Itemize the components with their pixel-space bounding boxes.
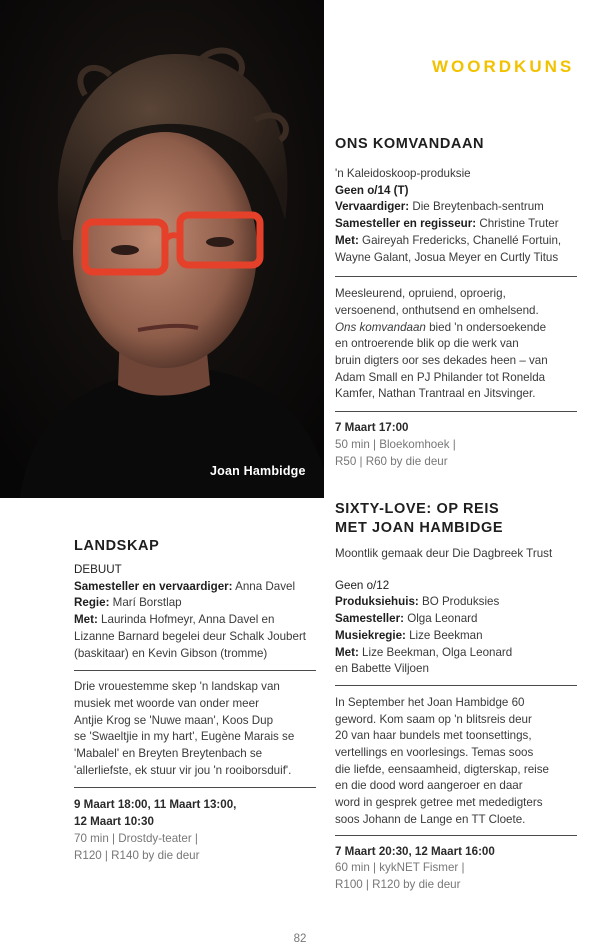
divider bbox=[335, 276, 577, 277]
credit-line: Samesteller: Olga Leonard bbox=[335, 612, 478, 626]
section-label: WOORDKUNS bbox=[432, 57, 575, 76]
credit-line: Vervaardiger: Die Breytenbach-sentrum bbox=[335, 200, 544, 214]
credit-line: Met: Gaireyah Fredericks, Chanellé Fortuin, bbox=[335, 233, 562, 247]
description-line: en die dood word aangeroer en daar bbox=[335, 779, 523, 793]
duration-venue: 70 min | Drostdy-teater | bbox=[74, 831, 198, 845]
description-line: Ons komvandaan bied 'n ondersoekende bbox=[335, 320, 547, 334]
divider bbox=[335, 411, 577, 412]
credit-line-cont: (baskitaar) en Kevin Gibson (tromme) bbox=[74, 646, 268, 660]
description-line: 20 van haar bundels met toonsettings, bbox=[335, 729, 532, 743]
description-line: bruin digters oor ses dekades heen – van bbox=[335, 354, 548, 368]
description-line: die liefde, eensaamheid, digterskap, reise bbox=[335, 762, 549, 776]
description-line: se 'Swaeltjie in my hart', Eugène Marais se bbox=[74, 730, 295, 744]
portrait-illustration bbox=[0, 0, 324, 498]
description-line: Adam Small en PJ Philander tot Ronelda bbox=[335, 370, 546, 384]
description-line: 'allerliefste, ek stuur vir jou 'n rooiborsduif'. bbox=[74, 763, 292, 777]
description-line: In September het Joan Hambidge 60 bbox=[335, 695, 525, 709]
producer-line: 'n Kaleidoskoop-produksie bbox=[335, 167, 471, 180]
description-line: Kamfer, Nathan Trantraal en Jitsvinger. bbox=[335, 387, 536, 401]
description-line: musiek met woorde van onder meer bbox=[74, 696, 259, 710]
credit-line: Met: Lize Beekman, Olga Leonard bbox=[335, 645, 513, 659]
duration-venue: 50 min | Bloekomhoek | bbox=[335, 437, 456, 451]
credit-line: Produksiehuis: BO Produksies bbox=[335, 595, 500, 609]
credit-line: Samesteller en vervaardiger: Anna Davel bbox=[74, 579, 296, 593]
duration-venue: 60 min | kykNET Fismer | bbox=[335, 861, 465, 875]
credit-line-cont: Wayne Galant, Josua Meyer en Curtly Titus bbox=[335, 250, 559, 264]
debut-tag: DEBUUT bbox=[74, 563, 122, 576]
sixty-love-title-cont: MET JOAN HAMBIDGE bbox=[335, 520, 504, 536]
ons-komvandaan-entry bbox=[335, 135, 577, 470]
description-line: versoenend, onthutsend en omhelsend. bbox=[335, 303, 539, 317]
show-date: 7 Maart 17:00 bbox=[335, 421, 409, 435]
divider bbox=[335, 685, 577, 686]
sponsor-line: Moontlik gemaak deur Die Dagbreek Trust bbox=[335, 547, 553, 560]
portrait-photo bbox=[0, 0, 324, 498]
sixty-love-title: SIXTY-LOVE: OP REIS bbox=[335, 501, 500, 517]
landskap-title: LANDSKAP bbox=[74, 538, 160, 554]
show-date: 7 Maart 20:30, 12 Maart 16:00 bbox=[335, 844, 495, 858]
credit-line: Musiekregie: Lize Beekman bbox=[335, 628, 483, 642]
credit-line: Samesteller en regisseur: Christine Truter bbox=[335, 217, 559, 231]
divider bbox=[74, 787, 316, 788]
credit-line: Regie: Marí Borstlap bbox=[74, 596, 182, 610]
photo-caption: Joan Hambidge bbox=[210, 464, 306, 478]
ticket-price: R100 | R120 by die deur bbox=[335, 877, 461, 891]
show-date-cont: 12 Maart 10:30 bbox=[74, 815, 154, 829]
credit-line-cont: en Babette Viljoen bbox=[335, 662, 429, 676]
ticket-price: R120 | R140 by die deur bbox=[74, 848, 200, 862]
description-line: soos Johann de Lange en TT Cloete. bbox=[335, 812, 526, 826]
divider bbox=[335, 835, 577, 836]
age-rating: Geen o/12 bbox=[335, 578, 390, 592]
description-line: en ontroerende blik op die werk van bbox=[335, 337, 519, 351]
sixty-love-entry bbox=[335, 500, 577, 894]
description-line: vertellings en voorlesings. Temas soos bbox=[335, 746, 534, 760]
ons-komvandaan-title: ONS KOMVANDAAN bbox=[335, 136, 485, 152]
credit-line: Met: Laurinda Hofmeyr, Anna Davel en bbox=[74, 613, 275, 627]
description-line: word in gesprek getree met mededigters bbox=[335, 796, 543, 810]
description-line: Meesleurend, opruiend, oproerig, bbox=[335, 287, 506, 301]
description-line: Drie vrouestemme skep 'n landskap van bbox=[74, 680, 280, 694]
description-line: Antjie Krog se 'Nuwe maan', Koos Dup bbox=[74, 713, 274, 727]
age-rating: Geen o/14 (T) bbox=[335, 183, 409, 197]
credit-line-cont: Lizanne Barnard begelei deur Schalk Joubert bbox=[74, 629, 307, 643]
show-date: 9 Maart 18:00, 11 Maart 13:00, bbox=[74, 798, 237, 812]
description-line: geword. Kom saam op 'n blitsreis deur bbox=[335, 712, 532, 726]
divider bbox=[74, 670, 316, 671]
page-number: 82 bbox=[293, 933, 307, 945]
ticket-price: R50 | R60 by die deur bbox=[335, 454, 448, 468]
landskap-entry bbox=[74, 537, 316, 864]
description-line: 'Mabalel' en Breyten Breytenbach se bbox=[74, 747, 263, 761]
